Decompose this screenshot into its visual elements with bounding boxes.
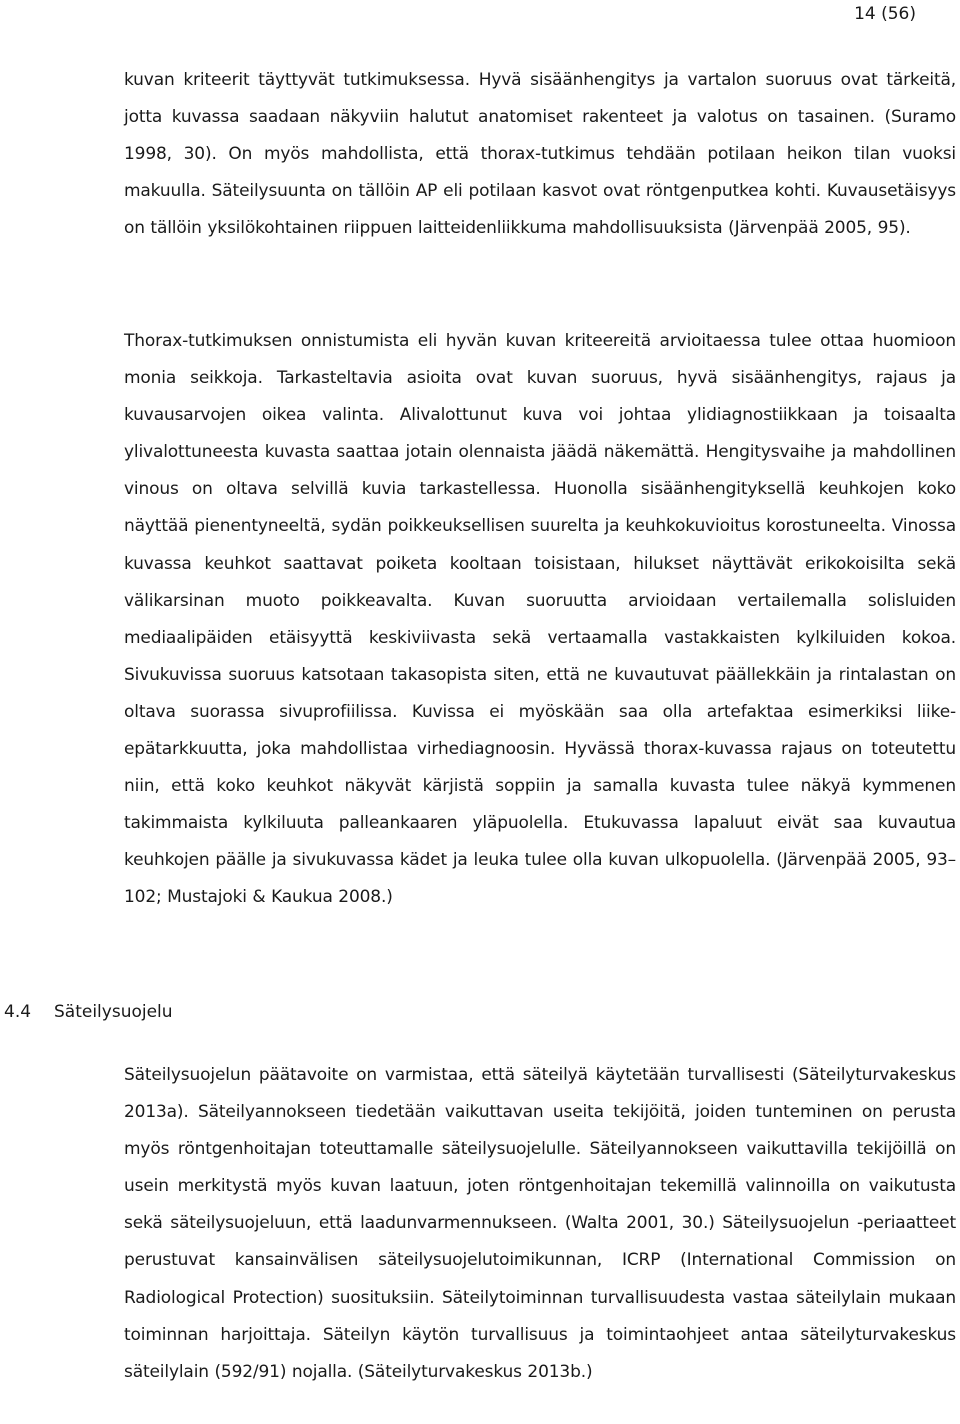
body-paragraph: Thorax-tutkimuksen onnistumista eli hyvän kuvan kriteereitä arvioitaessa tulee ottaa huomioon monia seikkoja. Tarkasteltavia asioita ovat kuvan suoruus, hyvä sisäänhengitys, rajaus ja kuvausarvojen oikea valinta. Alivalottunut kuva voi johtaa ylidiagnostiikkaan ja toisaalta ylivalottuneesta kuvasta saattaa jotain olennaista jäädä näkemättä. Hengitysvaihe ja mahdollinen vinous on oltava selvillä kuvia tarkastellessa. Huonolla sisäänhengityksellä keuhkojen koko näyttää pienentyneeltä, sydän poikkeuksellisen suurelta ja keuhkokuvioitus korostuneelta. Vinossa kuvassa keuhkot saattavat poiketa kooltaan toisistaan, hilukset näyttävät erikokoisilta sekä välikarsinan muoto poikkeavalta. Kuvan suoruutta arvioidaan vertailemalla solisluiden mediaalipäiden etäisyyttä keskiviivasta sekä vertaamalla vastakkaisten kylkiluiden kokoa. Sivukuvissa suoruus katsotaan takasopista siten, että ne kuvautuvat päällekkäin ja rintalastan on oltava suorassa sivuprofiilissa. Kuvissa ei myöskään saa olla artefaktaa esimerkiksi liike-epätarkkuutta, joka mahdollistaa virhediagnoosin. Hyvässä thorax-kuvassa rajaus on toteutettu niin, että koko keuhkot näkyvät kärjistä soppiin ja samalla kuvasta tulee näkyä kymmenen takimmaista kylkiluuta palleankaaren yläpuolella. Etukuvassa lapaluut eivät saa kuvautua keuhkojen päälle ja sivukuvassa kädet ja leuka tulee olla kuvan ulkopuolella. (Järvenpää 2005, 93–102; Mustajoki & Kaukua 2008.)	[124, 331, 956, 908]
page-number: 14 (56)	[854, 4, 916, 24]
body-paragraph: Säteilysuojelun päätavoite on varmistaa, että säteilyä käytetään turvallisesti (Säteilyturvakeskus 2013a). Säteilyannokseen tiedetään vaikuttavan useita tekijöitä, joiden tunteminen on perusta myös röntgenhoitajan toteuttamalle säteilysuojelulle. Säteilyannokseen vaikuttavilla tekijöillä on usein merkitystä myös kuvan laatuun, joten röntgenhoitajan tekemillä valinnoilla on vaikutusta sekä säteilysuojeluun, että laadunvarmennukseen. (Walta 2001, 30.) Säteilysuojelun -periaatteet perustuvat kansainvälisen säteilysuojelutoimikunnan, ICRP (International Commission on Radiological Protection) suosituksiin. Säteilytoiminnan turvallisuudesta vastaa säteilylain mukaan toiminnan harjoittaja. Säteilyn käytön turvallisuus ja toimintaohjeet antaa säteilyturvakeskus säteilylain (592/91) nojalla. (Säteilyturvakeskus 2013b.)	[124, 1065, 956, 1382]
section-title: Säteilysuojelu	[54, 1002, 173, 1022]
section-number: 4.4	[4, 1002, 32, 1022]
body-paragraph: kuvan kriteerit täyttyvät tutkimuksessa. Hyvä sisäänhengitys ja vartalon suoruus ovat tärkeitä, jotta kuvassa saadaan näkyviin halutut anatomiset rakenteet ja valotus on tasainen. (Suramo 1998, 30). On myös mahdollista, että thorax-tutkimus tehdään potilaan heikon tilan vuoksi makuulla. Säteilysuunta on tällöin AP eli potilaan kasvot ovat röntgenputkea kohti. Kuvausetäisyys on tällöin yksilökohtainen riippuen laitteidenliikkuma mahdollisuuksista (Järvenpää 2005, 95).	[124, 70, 956, 239]
section-heading	[4, 1000, 173, 1024]
